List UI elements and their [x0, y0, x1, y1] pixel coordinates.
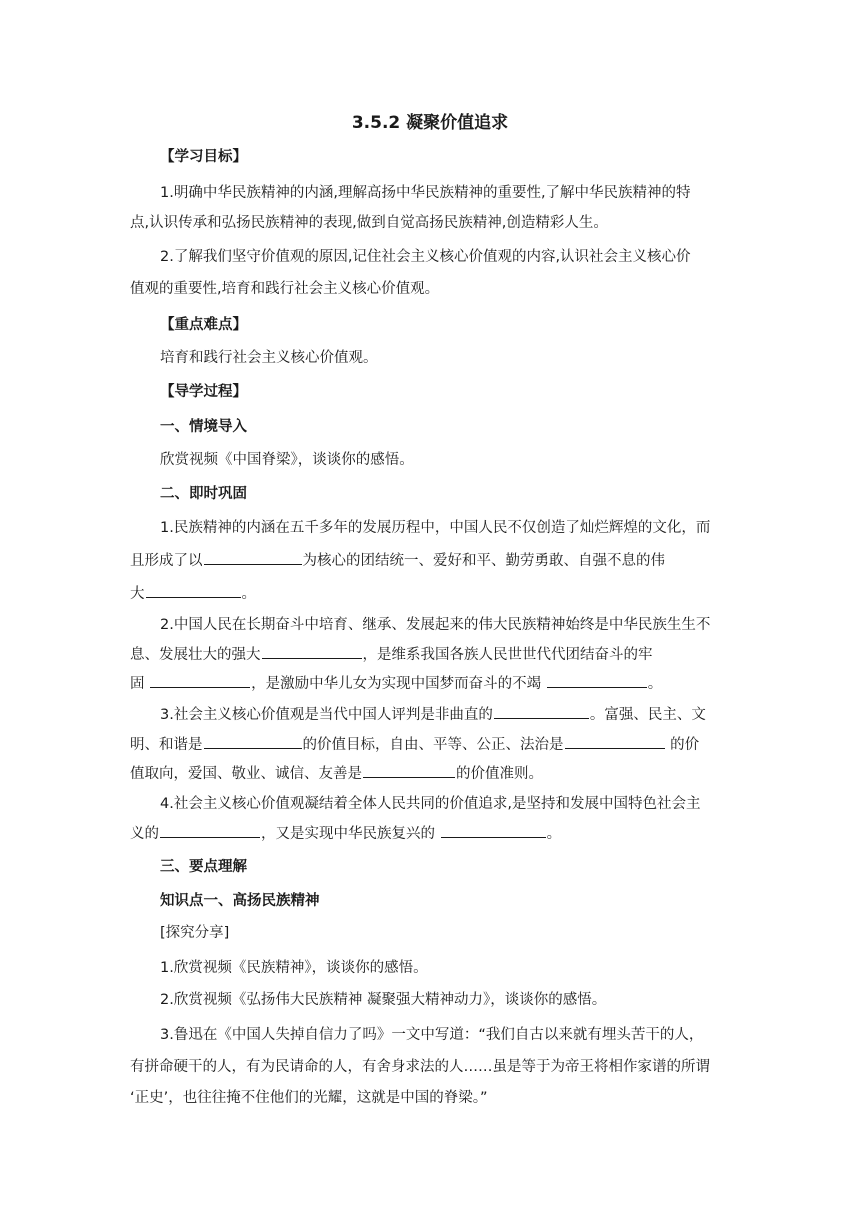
question-3-text-b: 。富强、民主、文 [589, 707, 706, 723]
objective-2-line-1: 2.了解我们坚守价值观的原因,记住社会主义核心价值观的内容,认识社会主义核心价 [160, 249, 691, 265]
knowledge-point-1-heading: 知识点一、高扬民族精神 [160, 893, 320, 909]
fill-blank[interactable] [262, 643, 362, 659]
question-2-text-e: 。 [647, 676, 663, 692]
question-1-line-1: 1.民族精神的内涵在五千多年的发展历程中，中国人民不仅创造了灿烂辉煌的文化，而 [160, 520, 711, 536]
question-2-line-3 [130, 672, 730, 695]
consolidate-heading: 二、即时巩固 [160, 486, 247, 502]
explore-item-2: 2.欣赏视频《弘扬伟大民族精神 凝聚强大精神动力》，谈谈你的感悟。 [160, 992, 607, 1008]
fill-blank[interactable] [204, 733, 302, 749]
page-title: 3.5.2 凝聚价值追求 [351, 113, 509, 133]
fill-blank[interactable] [441, 822, 546, 838]
question-2-text-c: 固 [130, 676, 145, 692]
question-3-text-f: 值取向，爱国、敬业、诚信、友善是 [130, 766, 362, 782]
objective-1-line-1: 1.明确中华民族精神的内涵,理解高扬中华民族精神的重要性,了解中华民族精神的特 [160, 185, 691, 201]
fill-blank[interactable] [150, 672, 250, 688]
intro-heading: 一、情境导入 [160, 419, 247, 435]
question-3-line-3 [130, 762, 730, 785]
question-4-text-c: 。 [546, 826, 562, 842]
key-points-heading: 【重点难点】 [160, 317, 247, 333]
key-understanding-heading: 三、要点理解 [160, 859, 247, 875]
question-2-text-d: ，是激励中华儿女为实现中国梦而奋斗的不竭 [251, 676, 542, 692]
question-4-line-2 [130, 822, 730, 845]
question-1-line-2 [130, 549, 730, 572]
question-3-text-d: 的价值目标，自由、平等、公正、法治是 [302, 737, 564, 753]
fill-blank[interactable] [547, 672, 647, 688]
question-4-text-a: 义的 [130, 826, 159, 842]
question-3-text-e: 的价 [670, 737, 700, 753]
fill-blank[interactable] [494, 703, 589, 719]
fill-blank[interactable] [204, 549, 302, 565]
question-1-text-b: 为核心的团结统一、爱好和平、勤劳勇敢、自强不息的伟 [302, 553, 665, 569]
question-3-line-1 [160, 703, 730, 726]
question-3-text-g: 的价值准则。 [456, 766, 543, 782]
question-1-line-3 [130, 582, 730, 605]
fill-blank[interactable] [363, 762, 455, 778]
fill-blank[interactable] [565, 733, 665, 749]
question-1-text-a: 且形成了以 [130, 553, 203, 569]
objective-2-line-2: 值观的重要性,培育和践行社会主义核心价值观。 [130, 281, 440, 297]
fill-blank[interactable] [146, 582, 241, 598]
question-2-line-1: 2.中国人民在长期奋斗中培育、继承、发展起来的伟大民族精神始终是中华民族生生不 [160, 617, 711, 633]
explore-item-3-line-1: 3.鲁迅在《中国人失掉自信力了吗》一文中写道：“我们自古以来就有埋头苦干的人， [160, 1027, 704, 1043]
question-3-text-c: 明、和谐是 [130, 737, 203, 753]
question-1-text-d: 。 [241, 586, 256, 602]
explore-item-3-line-2: 有拼命硬干的人，有为民请命的人，有舍身求法的人……虽是等于为帝王将相作家谱的所谓 [130, 1059, 710, 1075]
question-3-line-2 [130, 733, 730, 756]
question-2-text-b: ，是维系我国各族人民世世代代团结奋斗的牢 [362, 647, 653, 663]
question-4-text-b: ，又是实现中华民族复兴的 [261, 826, 435, 842]
question-4-line-1: 4.社会主义核心价值观凝结着全体人民共同的价值追求,是坚持和发展中国特色社会主 [160, 796, 701, 812]
explore-item-1: 1.欣赏视频《民族精神》，谈谈你的感悟。 [160, 960, 428, 976]
question-2-line-2 [130, 643, 730, 666]
explore-share-heading: [探究分享] [160, 925, 230, 941]
objectives-heading: 【学习目标】 [160, 149, 247, 165]
objective-1-line-2: 点,认识传承和弘扬民族精神的表现,做到自觉高扬民族精神,创造精彩人生。 [130, 215, 608, 231]
fill-blank[interactable] [160, 822, 260, 838]
explore-item-3-line-3: ‘正史’，也往往掩不住他们的光耀，这就是中国的脊梁。” [130, 1090, 488, 1106]
process-heading: 【导学过程】 [160, 384, 247, 400]
question-1-text-c: 大 [130, 586, 145, 602]
key-points-text: 培育和践行社会主义核心价值观。 [160, 350, 378, 366]
question-2-text-a: 息、发展壮大的强大 [130, 647, 261, 663]
intro-text: 欣赏视频《中国脊梁》，谈谈你的感悟。 [160, 452, 414, 468]
question-3-text-a: 3.社会主义核心价值观是当代中国人评判是非曲直的 [160, 707, 493, 723]
